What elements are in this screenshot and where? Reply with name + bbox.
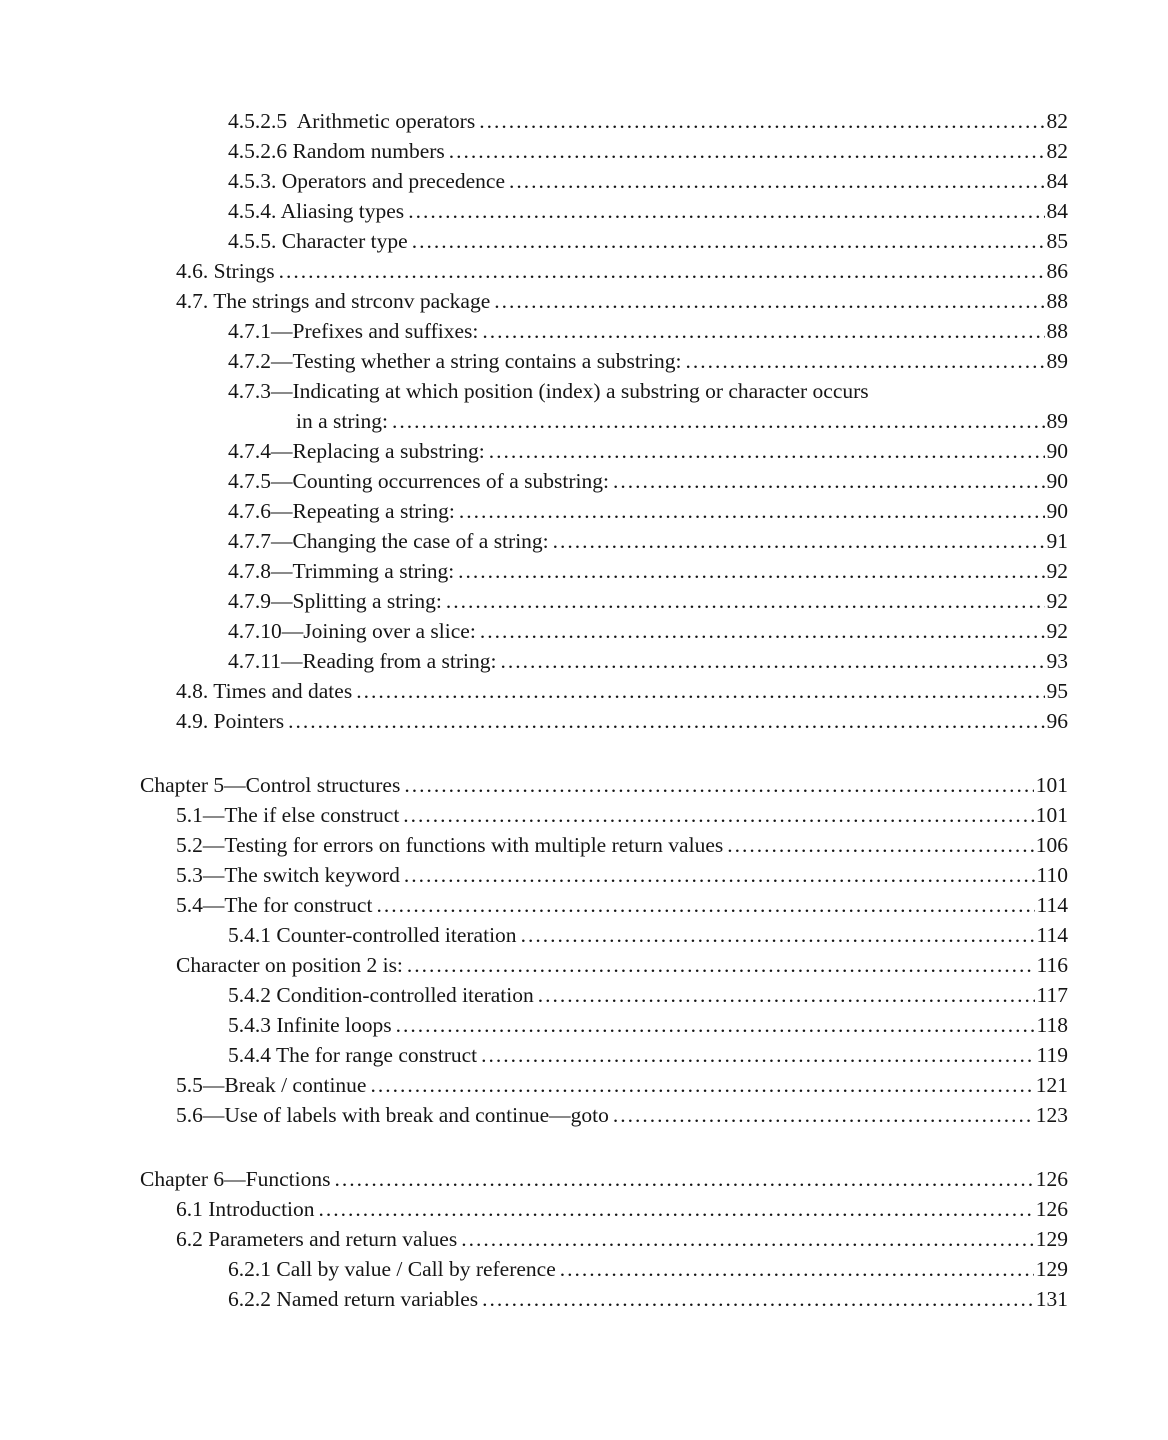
dot-leader <box>288 706 1044 736</box>
dot-leader <box>482 316 1044 346</box>
toc-entry-page-number: 101 <box>1035 773 1068 797</box>
toc-entry-page-number: 96 <box>1046 709 1068 733</box>
dot-leader <box>521 920 1035 950</box>
dot-leader <box>392 406 1045 436</box>
toc-entry-row <box>140 770 1068 800</box>
dot-leader <box>459 496 1045 526</box>
toc-entry-label: 5.1—The if else construct <box>176 803 400 827</box>
toc-entry-row <box>140 950 1068 980</box>
toc-entry-page-number: 88 <box>1046 319 1068 343</box>
toc-entry-label: 4.7.5—Counting occurrences of a substring: <box>228 469 609 493</box>
dot-leader <box>553 526 1045 556</box>
toc-entry-page-number: 91 <box>1046 529 1068 553</box>
toc-entry-row <box>140 136 1068 166</box>
toc-entry-label: 4.5.2.6 Random numbers <box>228 139 445 163</box>
toc-entry-page-number: 86 <box>1046 259 1068 283</box>
dot-leader <box>279 256 1045 286</box>
toc-entry-label: 4.7.4—Replacing a substring: <box>228 439 485 463</box>
toc-entry-row <box>140 890 1068 920</box>
dot-leader <box>509 166 1045 196</box>
dot-leader <box>560 1254 1034 1284</box>
toc-entry-row <box>140 980 1068 1010</box>
toc-entry-row <box>140 920 1068 950</box>
dot-leader <box>396 1010 1035 1040</box>
toc-entry-row <box>140 1224 1068 1254</box>
toc-entry-page-number: 84 <box>1046 199 1068 223</box>
dot-leader <box>407 950 1035 980</box>
dot-leader <box>482 1284 1034 1314</box>
toc-entry-label: 4.8. Times and dates <box>176 679 353 703</box>
toc-entry-row <box>140 526 1068 556</box>
toc-entry-page-number: 123 <box>1035 1103 1068 1127</box>
toc-entry-page-number: 92 <box>1046 619 1068 643</box>
toc-entry-page-number: 114 <box>1036 923 1068 947</box>
dot-leader <box>335 1164 1034 1194</box>
toc-entry-page-number: 92 <box>1046 589 1068 613</box>
toc-entry-page-number: 110 <box>1036 863 1068 887</box>
toc-entry-label: 6.2.2 Named return variables <box>228 1287 479 1311</box>
toc-entry-page-number: 84 <box>1046 169 1068 193</box>
dot-leader <box>481 1040 1034 1070</box>
toc-entry-row <box>140 1254 1068 1284</box>
toc-entry-row <box>140 316 1068 346</box>
toc-entry-page-number: 114 <box>1036 893 1068 917</box>
toc-list <box>140 106 1068 1314</box>
dot-leader <box>613 466 1045 496</box>
dot-leader <box>489 436 1045 466</box>
toc-entry-label: 5.4—The for construct <box>176 893 373 917</box>
toc-entry-label: Chapter 6—Functions <box>140 1167 331 1191</box>
toc-entry-label: 4.7.11—Reading from a string: <box>228 649 497 673</box>
toc-entry-page-number: 118 <box>1036 1013 1068 1037</box>
toc-entry-label: 4.5.5. Character type <box>228 229 408 253</box>
toc-entry-row <box>140 286 1068 316</box>
toc-entry-row <box>140 1100 1068 1130</box>
toc-entry-label: 4.5.2.5 Arithmetic operators <box>228 109 476 133</box>
toc-entry-row <box>140 376 1068 406</box>
toc-entry-row <box>140 166 1068 196</box>
toc-entry-label: 5.4.3 Infinite loops <box>228 1013 392 1037</box>
toc-entry-row <box>140 1070 1068 1100</box>
toc-entry-page-number: 95 <box>1046 679 1068 703</box>
dot-leader <box>376 890 1034 920</box>
toc-entry-row <box>140 256 1068 286</box>
toc-entry-page-number: 82 <box>1046 139 1068 163</box>
dot-leader <box>461 1224 1034 1254</box>
toc-entry-label: 5.2—Testing for errors on functions with multiple return values <box>176 833 724 857</box>
toc-entry-label: 4.7.8—Trimming a string: <box>228 559 455 583</box>
toc-entry-page-number: 89 <box>1046 349 1068 373</box>
toc-entry-label: 6.2 Parameters and return values <box>176 1227 458 1251</box>
toc-entry-page-number: 126 <box>1035 1167 1068 1191</box>
toc-entry-page-number: 116 <box>1036 953 1068 977</box>
toc-entry-page-number: 131 <box>1035 1287 1068 1311</box>
toc-entry-page-number: 89 <box>1046 409 1068 433</box>
dot-leader <box>538 980 1035 1010</box>
toc-entry-row <box>140 646 1068 676</box>
toc-entry-label: 4.5.3. Operators and precedence <box>228 169 505 193</box>
toc-entry-row <box>140 830 1068 860</box>
toc-entry-row <box>140 436 1068 466</box>
dot-leader <box>404 770 1033 800</box>
dot-leader <box>501 646 1045 676</box>
toc-entry-label: 5.6—Use of labels with break and continue—goto <box>176 1103 609 1127</box>
dot-leader <box>403 800 1033 830</box>
toc-entry-page-number: 121 <box>1035 1073 1068 1097</box>
dot-leader <box>494 286 1044 316</box>
toc-entry-page-number: 85 <box>1046 229 1068 253</box>
toc-entry-page-number: 106 <box>1035 833 1068 857</box>
toc-entry-row <box>140 1010 1068 1040</box>
dot-leader <box>480 616 1045 646</box>
toc-entry-label: 4.7.1—Prefixes and suffixes: <box>228 319 479 343</box>
toc-entry-page-number: 88 <box>1046 289 1068 313</box>
toc-entry-row <box>140 676 1068 706</box>
toc-entry-label: 4.7.3—Indicating at which position (index) a substring or character occurs <box>228 379 869 403</box>
dot-leader <box>479 106 1044 136</box>
toc-entry-label: 4.5.4. Aliasing types <box>228 199 405 223</box>
toc-entry-page-number: 117 <box>1036 983 1068 1007</box>
dot-leader <box>449 136 1045 166</box>
toc-entry-row <box>140 1040 1068 1070</box>
toc-entry-label: 6.2.1 Call by value / Call by reference <box>228 1257 556 1281</box>
toc-entry-row <box>140 616 1068 646</box>
toc-entry-page-number: 93 <box>1046 649 1068 673</box>
toc-entry-label: Chapter 5—Control structures <box>140 773 401 797</box>
toc-entry-label: 4.7.9—Splitting a string: <box>228 589 442 613</box>
toc-entry-label: 4.7. The strings and strconv package <box>176 289 491 313</box>
toc-entry-row <box>140 800 1068 830</box>
toc-entry-row <box>140 226 1068 256</box>
toc-entry-page-number: 119 <box>1036 1043 1068 1067</box>
toc-entry-label: 5.4.4 The for range construct <box>228 1043 478 1067</box>
toc-entry-label: 4.7.6—Repeating a string: <box>228 499 455 523</box>
dot-leader <box>370 1070 1033 1100</box>
toc-entry-row <box>140 466 1068 496</box>
toc-entry-label: Character on position 2 is: <box>176 953 403 977</box>
toc-entry-row <box>140 196 1068 226</box>
toc-entry-page-number: 126 <box>1035 1197 1068 1221</box>
dot-leader <box>613 1100 1034 1130</box>
toc-entry-row <box>140 556 1068 586</box>
dot-leader <box>686 346 1045 376</box>
toc-entry-label: 5.5—Break / continue <box>176 1073 367 1097</box>
toc-entry-page-number: 90 <box>1046 439 1068 463</box>
toc-entry-label: 5.3—The switch keyword <box>176 863 400 887</box>
toc-entry-page-number: 82 <box>1046 109 1068 133</box>
toc-entry-page-number: 101 <box>1035 803 1068 827</box>
toc-entry-row <box>140 706 1068 736</box>
toc-entry-label: 6.1 Introduction <box>176 1197 315 1221</box>
toc-entry-label: 4.6. Strings <box>176 259 275 283</box>
toc-entry-page-number: 129 <box>1035 1257 1068 1281</box>
toc-entry-row <box>140 860 1068 890</box>
toc-entry-label: in a string: <box>296 409 388 433</box>
toc-entry-label: 4.7.7—Changing the case of a string: <box>228 529 549 553</box>
dot-leader <box>446 586 1045 616</box>
toc-entry-row <box>140 1164 1068 1194</box>
toc-entry-row <box>140 1284 1068 1314</box>
toc-entry-row <box>140 586 1068 616</box>
toc-entry-label: 5.4.1 Counter-controlled iteration <box>228 923 517 947</box>
dot-leader <box>458 556 1044 586</box>
dot-leader <box>727 830 1034 860</box>
toc-entry-label: 4.7.10—Joining over a slice: <box>228 619 476 643</box>
toc-entry-row <box>140 106 1068 136</box>
toc-entry-label: 4.7.2—Testing whether a string contains a substring: <box>228 349 682 373</box>
dot-leader <box>404 860 1035 890</box>
toc-entry-label: 4.9. Pointers <box>176 709 285 733</box>
dot-leader <box>408 196 1044 226</box>
toc-entry-row <box>140 406 1068 436</box>
dot-leader <box>356 676 1044 706</box>
toc-entry-page-number: 90 <box>1046 469 1068 493</box>
toc-entry-row <box>140 346 1068 376</box>
toc-entry-row <box>140 1194 1068 1224</box>
toc-entry-page-number: 129 <box>1035 1227 1068 1251</box>
toc-entry-row <box>140 496 1068 526</box>
toc-entry-page-number: 90 <box>1046 499 1068 523</box>
dot-leader <box>412 226 1045 256</box>
toc-entry-label: 5.4.2 Condition-controlled iteration <box>228 983 534 1007</box>
toc-entry-page-number: 92 <box>1046 559 1068 583</box>
dot-leader <box>319 1194 1034 1224</box>
